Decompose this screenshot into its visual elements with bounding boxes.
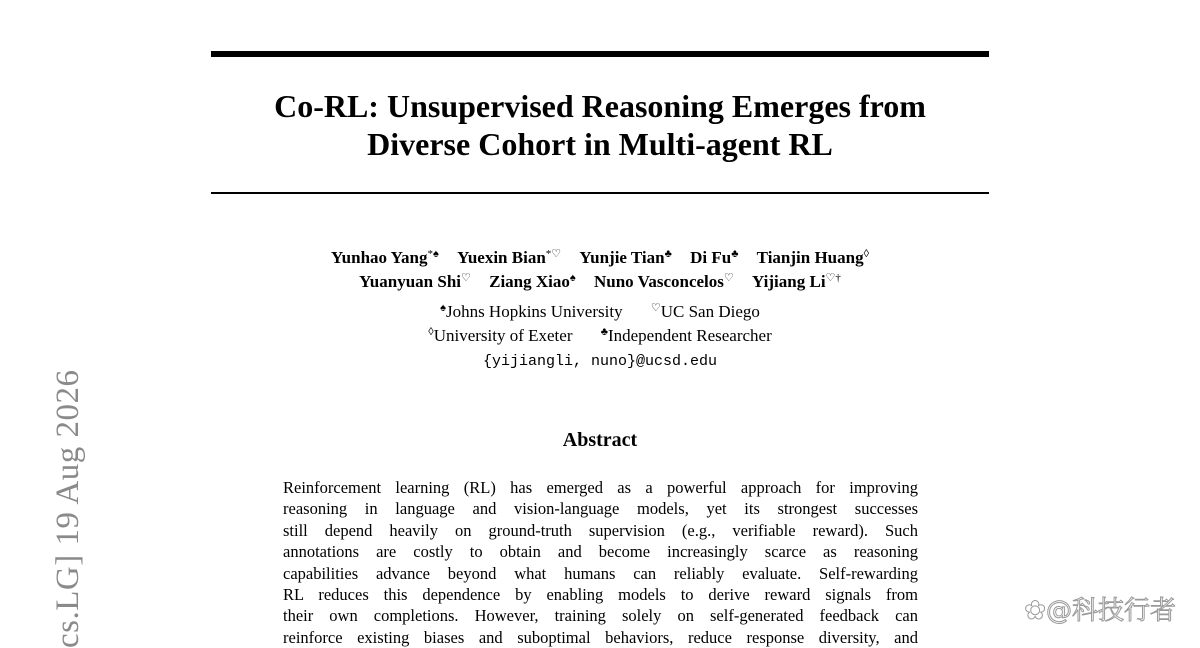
author: Yijiang Li♡†: [752, 272, 841, 291]
title-bottom-rule: [211, 192, 989, 194]
arxiv-stamp: cs.LG] 19 Aug 2026: [50, 369, 86, 648]
title-top-rule: [211, 51, 989, 57]
abstract-line: reasoning in language and vision-language models, yet its strongest successes: [283, 499, 918, 519]
abstract-line: RL reduces this dependence by enabling models to derive reward signals from: [283, 584, 918, 604]
abstract-line: still depend heavily on ground-truth supervision (e.g., verifiable reward). Such: [283, 520, 918, 540]
abstract-line: Reinforcement learning (RL) has emerged as a powerful approach for improving: [283, 478, 918, 497]
abstract-heading: Abstract: [562, 429, 638, 451]
author: Yunjie Tian♣: [579, 248, 672, 267]
abstract-body: [283, 477, 918, 648]
abstract-line: their own completions. However, training solely on self-generated feedback can: [283, 606, 918, 626]
title-line-2: Diverse Cohort in Multi-agent RL: [367, 126, 833, 162]
affiliation-line-2: [211, 324, 989, 348]
author-line-1: [211, 246, 989, 270]
author: Yuexin Bian*♡: [457, 248, 562, 267]
author-line-2: [211, 270, 989, 294]
author: Di Fu♣: [690, 248, 739, 267]
author-list: [211, 246, 989, 294]
abstract-line: annotations are costly to obtain and become increasingly scarce as reasoning: [283, 542, 918, 562]
affiliation: ◊University of Exeter: [428, 326, 573, 345]
watermark: ✿@科技行者: [1024, 596, 1176, 626]
author: Yuanyuan Shi♡: [359, 272, 471, 291]
affiliation: ♡UC San Diego: [650, 302, 760, 321]
abstract-line: capabilities advance beyond what humans can reliably evaluate. Self-rewarding: [283, 563, 918, 583]
author: Yunhao Yang*♠: [330, 248, 439, 267]
author: Nuno Vasconcelos♡: [594, 272, 734, 291]
affiliations: [211, 300, 989, 348]
contact-email: {yijiangli, nuno}@ucsd.edu: [482, 353, 718, 370]
abstract-line: reinforce existing biases and suboptimal behaviors, reduce response diversity, and: [283, 627, 918, 647]
affiliation: ♠Johns Hopkins University: [440, 302, 623, 321]
author: Tianjin Huang◊: [756, 248, 870, 267]
author: Ziang Xiao♠: [489, 272, 576, 291]
paper-title: [211, 87, 989, 163]
title-line-1: Co-RL: Unsupervised Reasoning Emerges from: [274, 88, 926, 124]
affiliation-line-1: [211, 300, 989, 324]
affiliation: ♣Independent Researcher: [600, 326, 772, 345]
